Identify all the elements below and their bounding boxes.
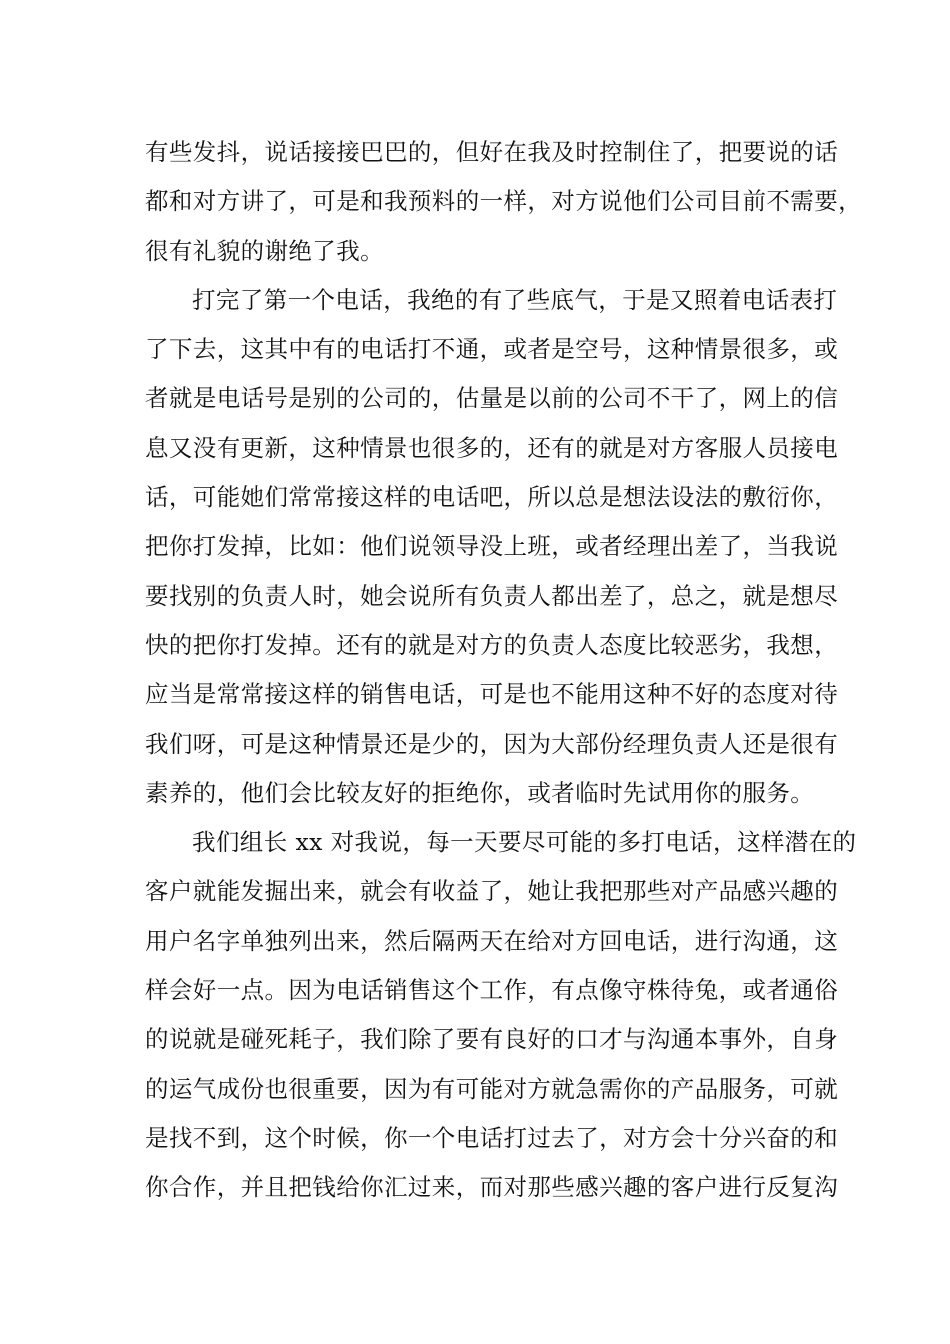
text-line: 都和对方讲了，可是和我预料的一样，对方说他们公司目前不需要， (145, 187, 862, 216)
text-line: 很有礼貌的谢绝了我。 (145, 236, 384, 265)
text-line: 快的把你打发掉。还有的就是对方的负责人态度比较恶劣，我想， (145, 630, 839, 659)
paragraph-3 (145, 818, 857, 1212)
text-line: 息又没有更新，这种情景也很多的，还有的就是对方客服人员接电 (145, 433, 839, 462)
text-line: 要找别的负责人时，她会说所有负责人都出差了，总之，就是想尽 (145, 581, 839, 610)
text-line: 的说就是碰死耗子，我们除了要有良好的口才与沟通本事外，自身 (145, 1025, 839, 1054)
text-line: 用户名字单独列出来，然后隔两天在给对方回电话，进行沟通，这 (145, 926, 839, 955)
text-line: 客户就能发掘出来，就会有收益了，她让我把那些对产品感兴趣的 (145, 877, 839, 906)
text-line: 了下去，这其中有的电话打不通，或者是空号，这种情景很多，或 (145, 335, 839, 364)
text-line: 有些发抖，说话接接巴巴的，但好在我及时控制住了，把要说的话 (145, 138, 839, 166)
document-body (145, 128, 862, 1213)
text-line: 的运气成份也很重要，因为有可能对方就急需你的产品服务，可就 (145, 1074, 839, 1103)
text-line: 应当是常常接这样的销售电话，可是也不能用这种不好的态度对待 (145, 680, 839, 709)
text-line: 我们呀，可是这种情景还是少的，因为大部份经理负责人还是很有 (145, 729, 839, 758)
paragraph-2 (145, 276, 839, 818)
text-line: 话，可能她们常常接这样的电话吧，所以总是想法设法的敷衍你， (145, 483, 839, 512)
text-line: 素养的，他们会比较友好的拒绝你，或者临时先试用你的服务。 (145, 778, 815, 807)
text-line: 你合作，并且把钱给你汇过来，而对那些感兴趣的客户进行反复沟 (145, 1173, 839, 1202)
text-line: 把你打发掉，比如：他们说领导没上班，或者经理出差了，当我说 (145, 532, 839, 561)
text-line: 样会好一点。因为电话销售这个工作，有点像守株待兔，或者通俗 (145, 976, 839, 1005)
paragraph-1 (145, 128, 862, 276)
text-line: 者就是电话号是别的公司的，估量是以前的公司不干了，网上的信 (145, 384, 839, 413)
text-line: 我们组长 xx 对我说，每一天要尽可能的多打电话，这样潜在的 (192, 828, 857, 857)
text-line: 是找不到，这个时候，你一个电话打过去了，对方会十分兴奋的和 (145, 1123, 839, 1152)
text-line: 打完了第一个电话，我绝的有了些底气，于是又照着电话表打 (192, 285, 838, 314)
